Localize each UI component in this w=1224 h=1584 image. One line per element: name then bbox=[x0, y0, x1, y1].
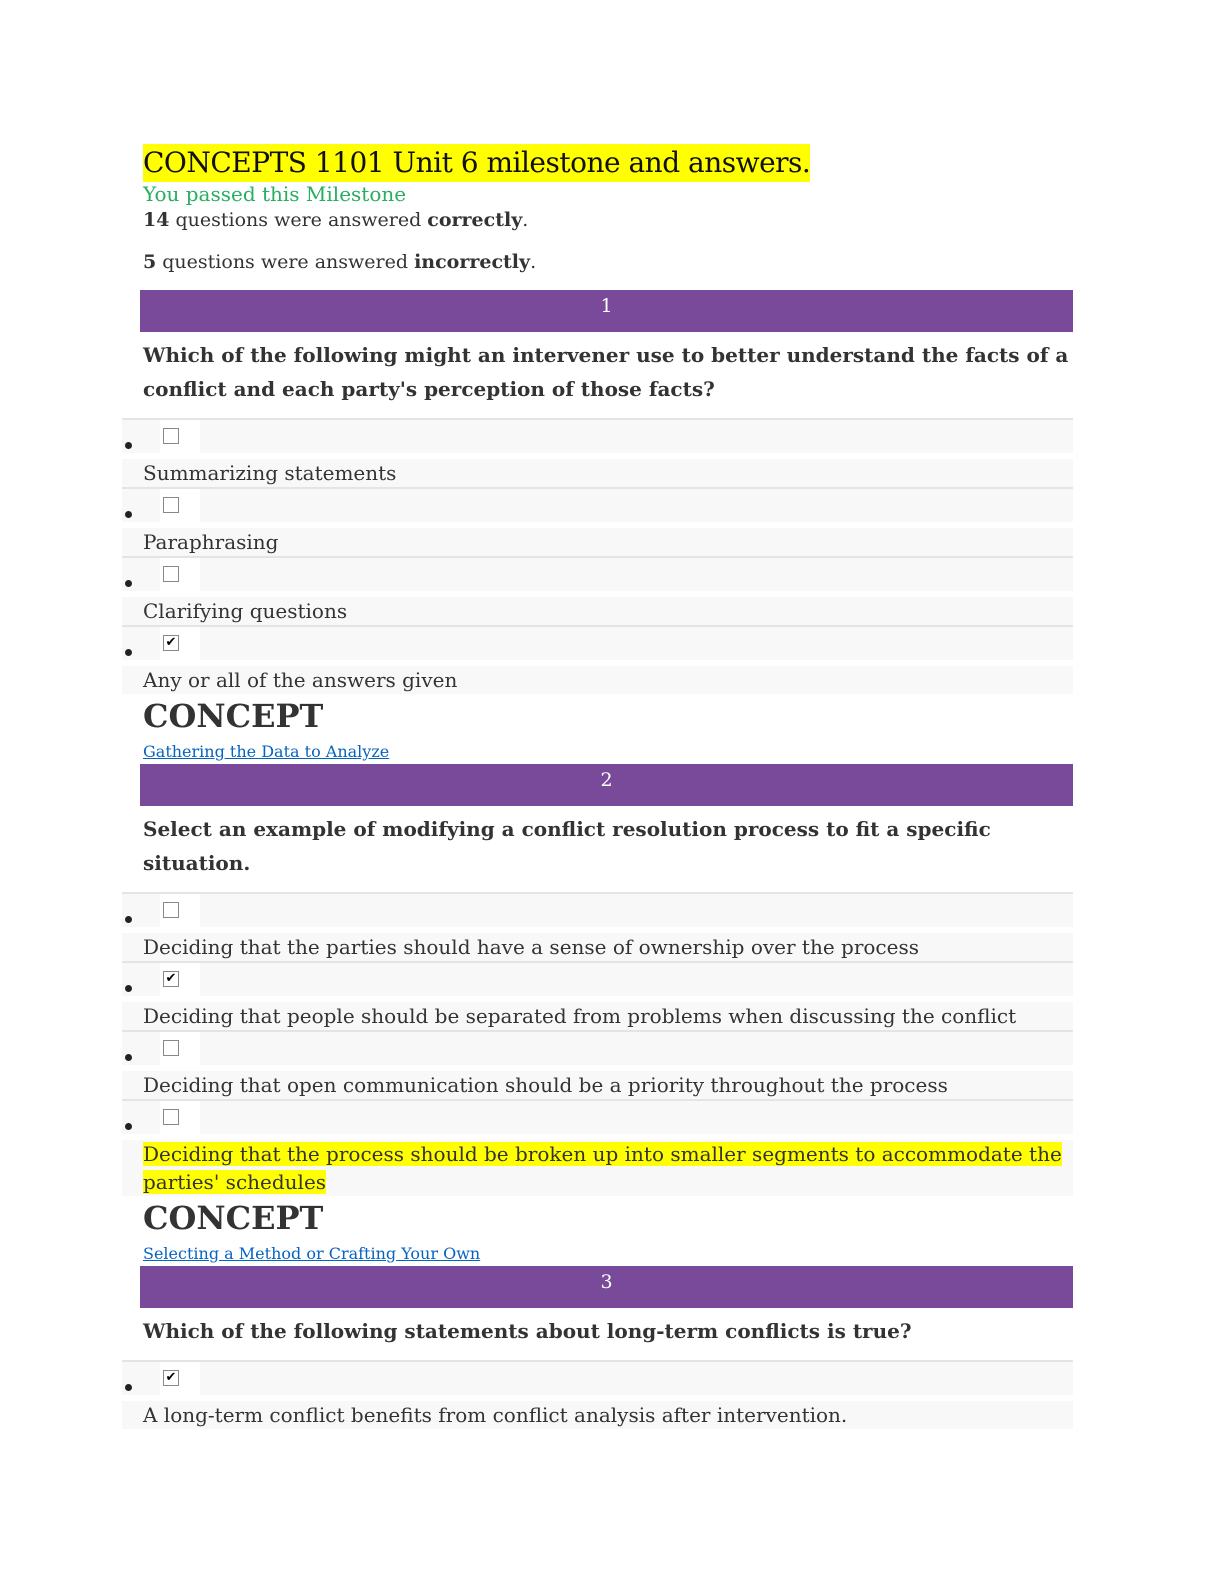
answer-option[interactable] bbox=[122, 892, 1073, 961]
unchecked-checkbox[interactable] bbox=[163, 566, 179, 582]
option-text-row bbox=[122, 1071, 1073, 1099]
question-list bbox=[122, 290, 1073, 1429]
checked-checkbox[interactable]: ✔ bbox=[163, 1370, 179, 1386]
answer-option[interactable] bbox=[122, 1360, 1073, 1429]
question-text: Which of the following might an intervener use to better understand the facts of a conflict and each party's perception of those facts? bbox=[143, 343, 1069, 401]
period: . bbox=[522, 209, 529, 231]
question-number-bar: 3 bbox=[140, 1266, 1073, 1308]
option-text-row bbox=[122, 933, 1073, 961]
checkbox-row bbox=[122, 627, 1073, 660]
option-text-row bbox=[122, 666, 1073, 694]
option-text-row bbox=[122, 459, 1073, 487]
checkbox-row bbox=[122, 1032, 1073, 1065]
unchecked-checkbox[interactable] bbox=[163, 428, 179, 444]
incorrect-word: incorrectly bbox=[414, 251, 531, 273]
checked-checkbox[interactable]: ✔ bbox=[163, 635, 179, 651]
correct-text: questions were answered bbox=[169, 209, 428, 231]
checkbox-row bbox=[122, 420, 1073, 453]
answer-option[interactable] bbox=[122, 1099, 1073, 1196]
unchecked-checkbox[interactable] bbox=[163, 497, 179, 513]
concept-heading: CONCEPT bbox=[143, 1199, 324, 1237]
option-text: Any or all of the answers given bbox=[143, 668, 458, 692]
concept-link[interactable]: Gathering the Data to Analyze bbox=[143, 742, 390, 761]
bullet-icon bbox=[125, 511, 132, 518]
correct-word: correctly bbox=[427, 209, 523, 231]
option-text: A long-term conflict benefits from conflict analysis after intervention. bbox=[143, 1403, 848, 1427]
bullet-icon bbox=[125, 649, 132, 656]
option-text: Summarizing statements bbox=[143, 461, 397, 485]
option-text-row bbox=[122, 1401, 1073, 1429]
incorrect-count: 5 bbox=[143, 251, 157, 273]
checkbox-row bbox=[122, 558, 1073, 591]
answer-option[interactable] bbox=[122, 418, 1073, 487]
checkbox-row bbox=[122, 1101, 1073, 1134]
question-block bbox=[122, 764, 1073, 1266]
option-text-row bbox=[122, 1002, 1073, 1030]
bullet-icon bbox=[125, 1384, 132, 1391]
incorrect-summary bbox=[122, 248, 1073, 276]
bullet-icon bbox=[125, 1123, 132, 1130]
question-number-bar: 2 bbox=[140, 764, 1073, 806]
bullet-icon bbox=[125, 916, 132, 923]
checkbox-row bbox=[122, 894, 1073, 927]
checkbox-row bbox=[122, 963, 1073, 996]
answer-option[interactable] bbox=[122, 625, 1073, 694]
concept-heading: CONCEPT bbox=[143, 697, 324, 735]
correct-summary bbox=[122, 206, 1073, 234]
bullet-icon bbox=[125, 1054, 132, 1061]
option-text: Clarifying questions bbox=[143, 599, 348, 623]
unchecked-checkbox[interactable] bbox=[163, 1109, 179, 1125]
period: . bbox=[530, 251, 537, 273]
pass-status: You passed this Milestone bbox=[143, 182, 407, 206]
answer-option[interactable] bbox=[122, 487, 1073, 556]
question-text: Select an example of modifying a conflict resolution process to fit a specific situation. bbox=[143, 817, 991, 875]
answer-option[interactable] bbox=[122, 1030, 1073, 1099]
option-text: Paraphrasing bbox=[143, 530, 279, 554]
option-text: Deciding that the process should be broken up into smaller segments to accommodate the parties' schedules bbox=[143, 1142, 1062, 1194]
checkbox-row bbox=[122, 489, 1073, 522]
option-text: Deciding that open communication should be a priority throughout the process bbox=[143, 1073, 948, 1097]
unchecked-checkbox[interactable] bbox=[163, 1040, 179, 1056]
checkbox-row bbox=[122, 1362, 1073, 1395]
bullet-icon bbox=[125, 985, 132, 992]
question-text: Which of the following statements about long-term conflicts is true? bbox=[143, 1319, 912, 1343]
option-text-row bbox=[122, 597, 1073, 625]
bullet-icon bbox=[125, 580, 132, 587]
option-text-row bbox=[122, 528, 1073, 556]
option-text: Deciding that the parties should have a sense of ownership over the process bbox=[143, 935, 919, 959]
option-text-row bbox=[122, 1140, 1073, 1196]
unchecked-checkbox[interactable] bbox=[163, 902, 179, 918]
checked-checkbox[interactable]: ✔ bbox=[163, 971, 179, 987]
document-title: CONCEPTS 1101 Unit 6 milestone and answers. bbox=[143, 144, 810, 182]
question-block bbox=[122, 1266, 1073, 1429]
question-block bbox=[122, 290, 1073, 764]
question-number-bar: 1 bbox=[140, 290, 1073, 332]
answer-option[interactable] bbox=[122, 961, 1073, 1030]
incorrect-text: questions were answered bbox=[156, 251, 415, 273]
concept-link[interactable]: Selecting a Method or Crafting Your Own bbox=[143, 1244, 481, 1263]
correct-count: 14 bbox=[143, 209, 170, 231]
answer-option[interactable] bbox=[122, 556, 1073, 625]
bullet-icon bbox=[125, 442, 132, 449]
option-text: Deciding that people should be separated from problems when discussing the conflict bbox=[143, 1004, 1017, 1028]
